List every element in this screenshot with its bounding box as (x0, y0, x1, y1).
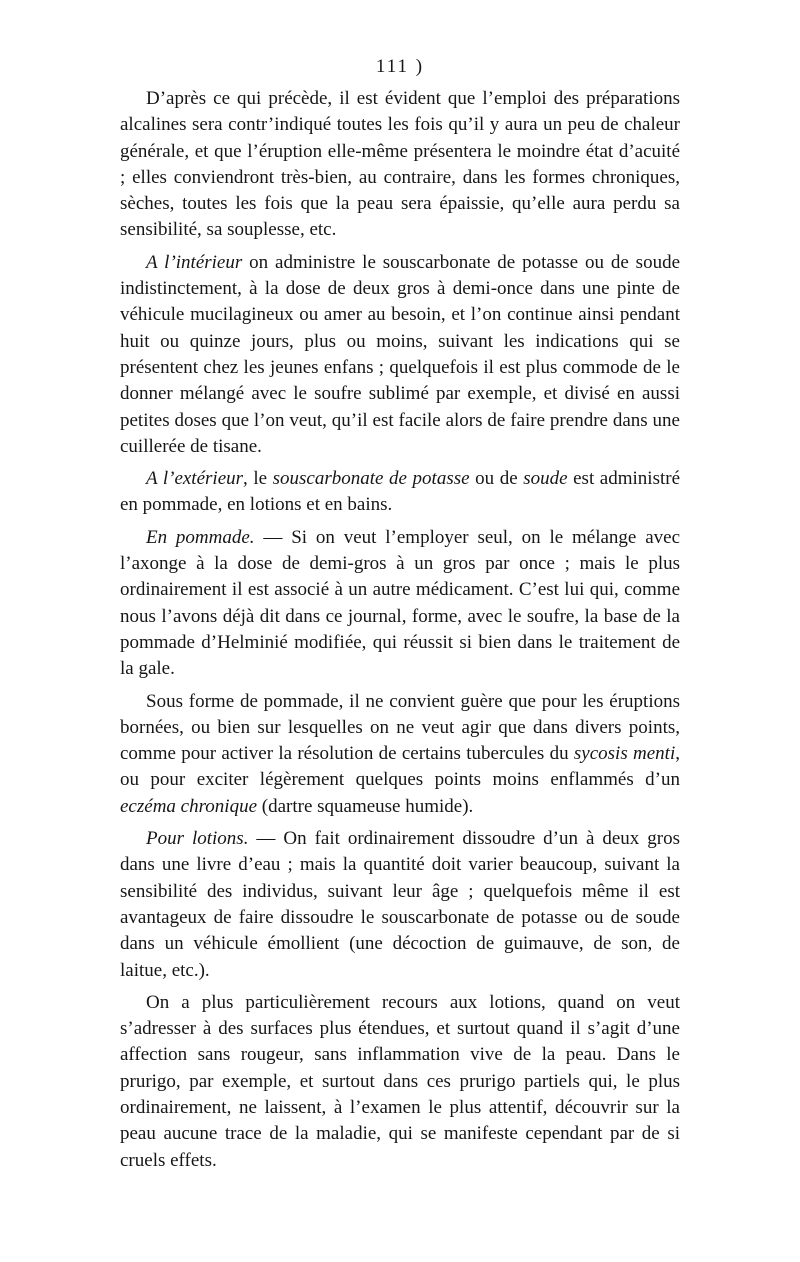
paragraph-text: — Si on veut l’employer seul, on le mélange avec l’axonge à la dose de demi-gros à un gros par once ; mais le plus ordinairement il est associé à un autre médicament. C’est lui qui, comme nous l’avons déjà dit dans ce journal, forme, avec le soufre, la base de la pommade d’Helminié modifiée, qui réussit si bien dans le traitement de la gale. (120, 526, 680, 680)
paragraph-text: — On fait ordinairement dissoudre d’un à deux gros dans une livre d’eau ; mais la quantité doit varier beaucoup, suivant la sensibilité des individus, suivant leur âge ; quelquefois même il est avantageux de faire dissoudre le souscarbonate de potasse ou de soude dans un véhicule émollient (une décoction de guimauve, de son, de laitue, etc.). (120, 828, 680, 981)
paragraph-text: on administre le souscarbonate de potasse ou de soude indistinctement, à la dose de deux gros à demi-once dans une pinte de véhicule mucilagineux ou amer au besoin, et l’on continue ainsi pendant huit ou quinze jours, plus ou moins, suivant les indications qui se présentent chez les jeunes enfans ; quelquefois il est plus commode de le donner mélangé avec le soufre sublimé par exemple, et divisé en aussi petites doses que l’on veut, qu’il est facile alors de faire prendre dans une cuillerée de tisane. (120, 251, 681, 457)
paragraph-text: (dartre squameuse humide). (257, 795, 474, 817)
page-number: 111 ) (375, 56, 425, 77)
paragraph-text: D’après ce qui précède, il est évident que l’emploi des préparations alcalines sera contr’indiqué toutes les fois qu’il y aura un peu de chaleur générale, et que l’éruption elle-même présentera le moindre état d’acuité ; elles conviendront très-bien, au contraire, dans les formes chroniques, sèches, toutes les fois que la peau sera épaissie, qu’elle aura perdu sa sensibilité, sa souplesse, etc. (120, 88, 680, 241)
emphasis: soude (523, 468, 568, 490)
body-text (120, 86, 680, 1174)
emphasis: eczéma chronique (120, 795, 257, 817)
paragraph-text: est administré en pommade, en lotions et en bains. (120, 468, 681, 516)
paragraph-7 (120, 990, 680, 1174)
paragraph-lead: En pommade. (146, 526, 255, 548)
paragraph-text: , le (243, 468, 273, 490)
paragraph-lead: Pour lotions. (146, 828, 249, 850)
paragraph-text: ou de (469, 468, 524, 490)
emphasis: souscarbonate de potasse (272, 468, 470, 490)
paragraph-lead: A l’intérieur (146, 251, 243, 273)
paragraph-6 (120, 826, 680, 984)
paragraph-4 (120, 525, 680, 683)
emphasis: sycosis menti (573, 743, 676, 765)
paragraph-2 (120, 250, 680, 460)
paragraph-lead: A l’extérieur (146, 468, 244, 490)
paragraph-5 (120, 689, 680, 820)
paragraph-3 (120, 466, 680, 519)
paragraph-1 (120, 86, 680, 244)
paragraph-text: On a plus particulièrement recours aux lotions, quand on veut s’adresser à des surfaces plus étendues, et surtout quand il s’agit d’une affection sans rougeur, sans inflammation vive de la peau. Dans le prurigo, par exemple, et surtout dans ces prurigo partiels qui, le plus ordinairement, ne laissent, à l’examen le plus attentif, découvrir sur la peau aucune trace de la maladie, qui se manifeste cependant par de si cruels effets. (120, 991, 680, 1171)
paragraph-text: , ou pour exciter légèrement quelques points moins enflammés d’un (120, 743, 680, 791)
paragraph-text: Sous forme de pommade, il ne convient guère que pour les éruptions bornées, ou bien sur lesquelles on ne veut agir que dans divers points, comme pour activer la résolution de certains tubercules du (120, 690, 680, 765)
